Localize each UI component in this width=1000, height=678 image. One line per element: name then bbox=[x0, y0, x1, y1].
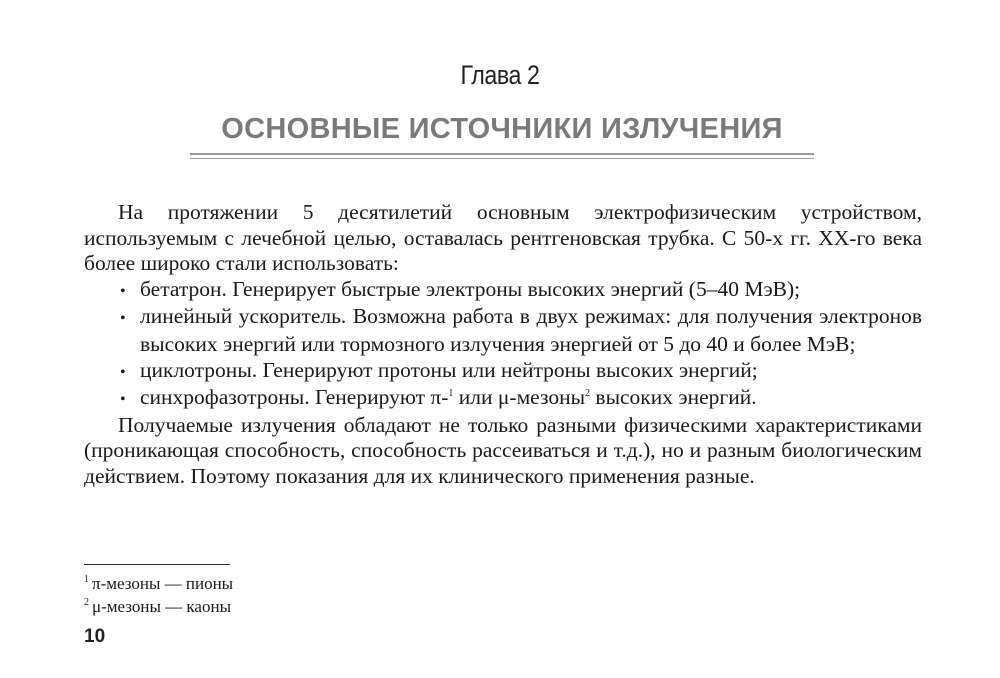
footnote-ref[interactable]: 1 bbox=[448, 388, 454, 400]
list-item bbox=[84, 385, 922, 413]
footnote bbox=[84, 593, 233, 616]
list-item bbox=[84, 304, 922, 357]
bullet-icon: • bbox=[120, 363, 126, 381]
bullet-icon: • bbox=[120, 282, 126, 300]
chapter-title: ОСНОВНЫЕ ИСТОЧНИКИ ИЗЛУЧЕНИЯ bbox=[221, 113, 783, 145]
list-item-text: или μ-мезоны bbox=[453, 385, 586, 410]
footnote bbox=[84, 570, 233, 593]
bullet-icon: • bbox=[120, 391, 126, 409]
body-text bbox=[84, 200, 922, 490]
footnote-number: 1 bbox=[84, 574, 89, 585]
chapter-label: Глава 2 bbox=[460, 60, 540, 90]
source-list bbox=[84, 277, 922, 413]
conclusion-paragraph: Получаемые излучения обладают не только разными физическими характеристиками (проникающая способность, способность рассеиваться и т.д.), но и разным биологическим действием. Поэтому показания для их клинического применения разные. bbox=[84, 412, 922, 488]
list-item-text: циклотроны. Генерируют протоны или нейтроны высоких энергий; bbox=[140, 357, 758, 382]
footnote-ref[interactable]: 2 bbox=[585, 388, 591, 400]
list-item bbox=[84, 277, 922, 305]
footnotes bbox=[84, 570, 233, 616]
list-item-text: линейный ускоритель. Возможна работа в двух режимах: для получения электронов высоких энергий или тормозного излучения энергией от 5 до 40 и более МэВ; bbox=[140, 304, 922, 356]
page-number: 10 bbox=[84, 626, 106, 647]
title-underline bbox=[190, 153, 814, 159]
footnote-separator bbox=[84, 564, 230, 565]
bullet-icon: • bbox=[120, 310, 126, 328]
footnote-number: 2 bbox=[84, 597, 89, 608]
list-item-text: синхрофазотроны. Генерируют π- bbox=[140, 385, 449, 410]
footnote-text: π-мезоны — пионы bbox=[92, 574, 234, 593]
list-item-text: бетатрон. Генерирует быстрые электроны высоких энергий (5–40 МэВ); bbox=[140, 276, 801, 301]
list-item-text: высоких энергий. bbox=[590, 385, 757, 410]
list-item bbox=[84, 358, 922, 386]
intro-paragraph: На протяжении 5 десятилетий основным электрофизическим устройством, используемым с лечебной целью, оставалась рентгеновская трубка. С 50-х гг. ХХ-го века более широко стали использовать: bbox=[84, 200, 922, 276]
footnote-text: μ-мезоны — каоны bbox=[92, 597, 231, 616]
